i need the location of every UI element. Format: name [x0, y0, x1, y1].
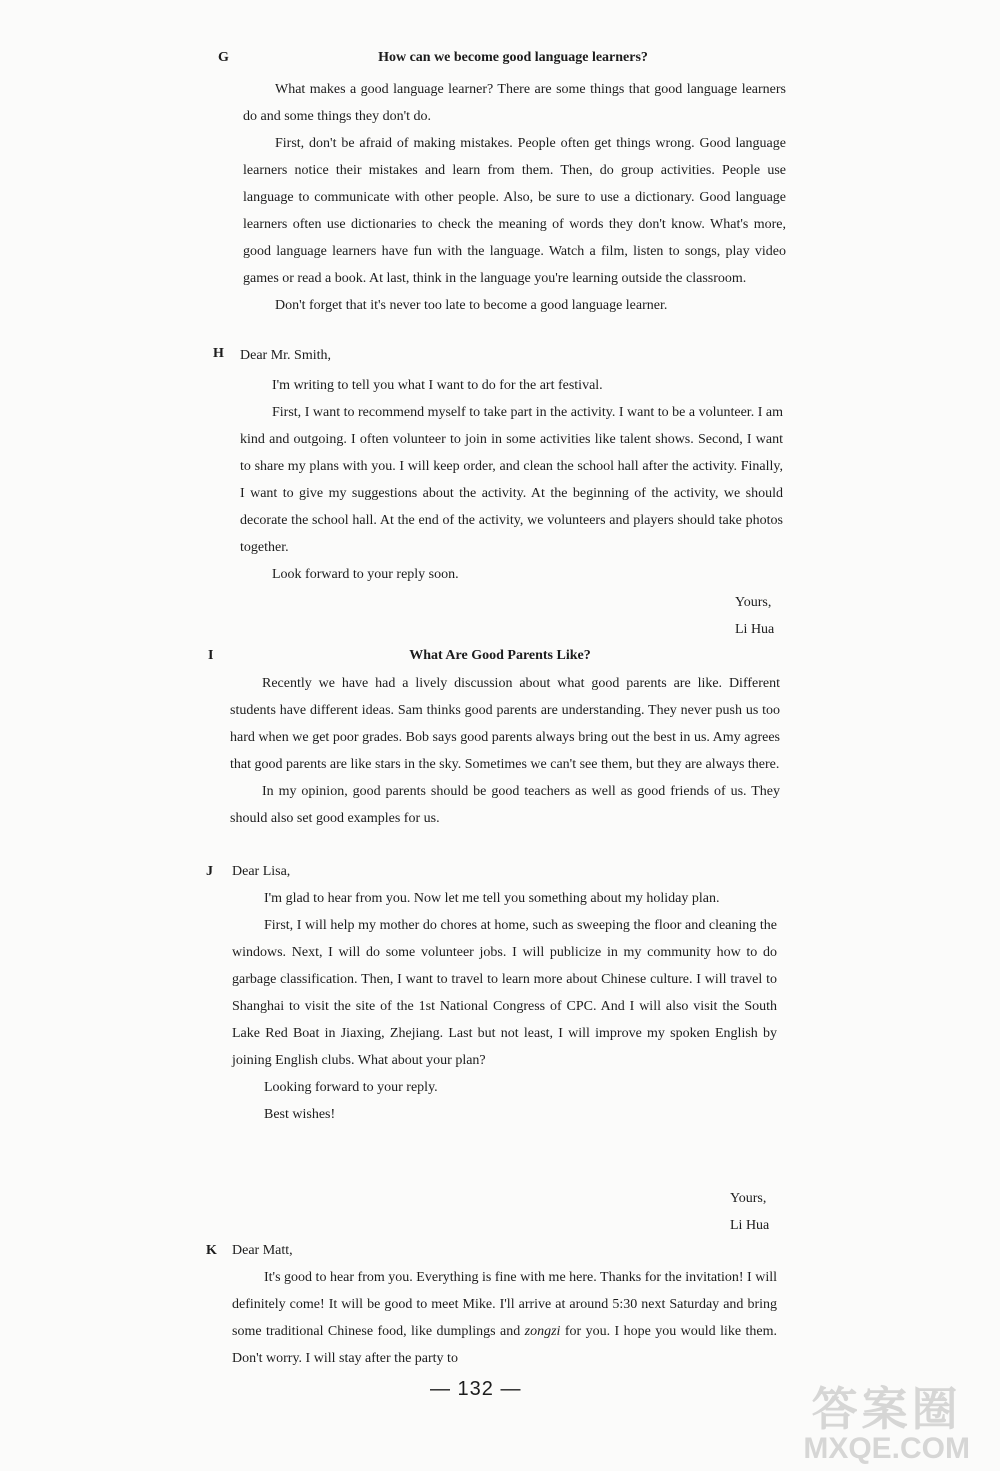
section-j-paragraph: First, I will help my mother do chores at home, such as sweeping the floor and cleaning the windows. Next, I will do some volunteer jobs. I will publicize in my community how to do garbage classification. Then, I want to travel to learn more about Chinese culture. I will travel to Shanghai to visit the site of the 1st National Congress of CPC. And I will also visit the South Lake Red Boat in Jiaxing, Zhejiang. Last but not least, I will improve my spoken English by joining English clubs. What about your plan? [232, 918, 777, 1068]
section-k-greeting: Dear Matt, [232, 1243, 293, 1258]
section-i-paragraph: In my opinion, good parents should be good teachers as well as good friends of us. They should also set good examples for us. [230, 784, 780, 826]
section-g-paragraph: What makes a good language learner? There are some things that good language learners do and some things they don't do. [243, 82, 786, 124]
section-k-label: K [206, 1243, 217, 1258]
section-k-text-start: It's good to hear from you. Everything is fine with me here. Thanks for the invitation! I will definitely come! It will be good to meet Mike. I'll arrive at around 5:30 next Saturday and bring some traditional Chinese food, like dumplings and [232, 1270, 777, 1339]
watermark-logo-url: MXQE.COM [803, 1432, 970, 1465]
section-j-paragraph: I'm glad to hear from you. Now let me tell you something about my holiday plan. [264, 891, 720, 906]
section-h-paragraph: First, I want to recommend myself to take part in the activity. I want to be a volunteer. I am kind and outgoing. I often volunteer to join in some activities like talent shows. Second, I want to share my plans with you. I will keep order, and clean the school hall after the activity. Finally, I want to give my suggestions about the activity. At the beginning of the activity, we should decorate the school hall. At the end of the activity, we volunteers and players should take photos together. [240, 405, 783, 555]
section-g-paragraph: Don't forget that it's never too late to become a good language learner. [275, 298, 668, 313]
section-i-body [230, 670, 780, 832]
section-j-signature: Li Hua [730, 1218, 770, 1233]
section-j-paragraph: Looking forward to your reply. [264, 1080, 438, 1095]
page-number: — 132 — [430, 1378, 522, 1400]
section-i-title: What Are Good Parents Like? [409, 648, 591, 663]
section-g-body [243, 76, 786, 319]
section-g-paragraph: First, don't be afraid of making mistakes. People often get things wrong. Good language learners notice their mistakes and learn from them. Then, do group activities. People use language to communicate with other people. Also, be sure to use a dictionary. Good language learners often use dictionaries to check the meaning of words they don't know. What's more, good language learners have fun with the language. Watch a film, listen to songs, play video games or read a book. At last, think in the language you're learning outside the classroom. [243, 136, 786, 286]
section-i-paragraph: Recently we have had a lively discussion about what good parents are like. Different students have different ideas. Sam thinks good parents are understanding. They never push us too hard when we get poor grades. Bob says good parents always bring out the best in us. Amy agrees that good parents are like stars in the sky. Sometimes we can't see them, but they are always there. [230, 676, 780, 772]
watermark-logo-mark: 答案圈 [811, 1383, 962, 1435]
section-k-italic-word: zongzi [524, 1324, 561, 1339]
section-h-paragraph: Look forward to your reply soon. [272, 567, 459, 582]
section-g-label: G [218, 50, 229, 65]
section-k-text-end: for you. I hope you would like them. Don't worry. I will stay after the party to [232, 1324, 777, 1366]
section-j-closing: Yours, [730, 1191, 767, 1206]
section-j-greeting: Dear Lisa, [232, 864, 291, 879]
section-g-title: How can we become good language learners? [378, 50, 648, 65]
section-j-paragraph: Best wishes! [264, 1107, 336, 1122]
section-k-body [232, 1237, 777, 1372]
section-k-paragraph [232, 1264, 777, 1372]
section-j-body [232, 858, 777, 1128]
section-h-closing: Yours, [735, 595, 772, 610]
watermark-logo [803, 1385, 970, 1465]
section-h-label: H [213, 346, 224, 361]
section-j-label: J [206, 864, 213, 879]
section-h-body [240, 346, 783, 366]
section-h-letter [240, 372, 783, 588]
section-h-paragraph: I'm writing to tell you what I want to do for the art festival. [272, 378, 603, 393]
section-h-signature: Li Hua [735, 622, 775, 637]
section-i-label: I [208, 648, 214, 663]
section-h-greeting: Dear Mr. Smith, [240, 348, 331, 363]
